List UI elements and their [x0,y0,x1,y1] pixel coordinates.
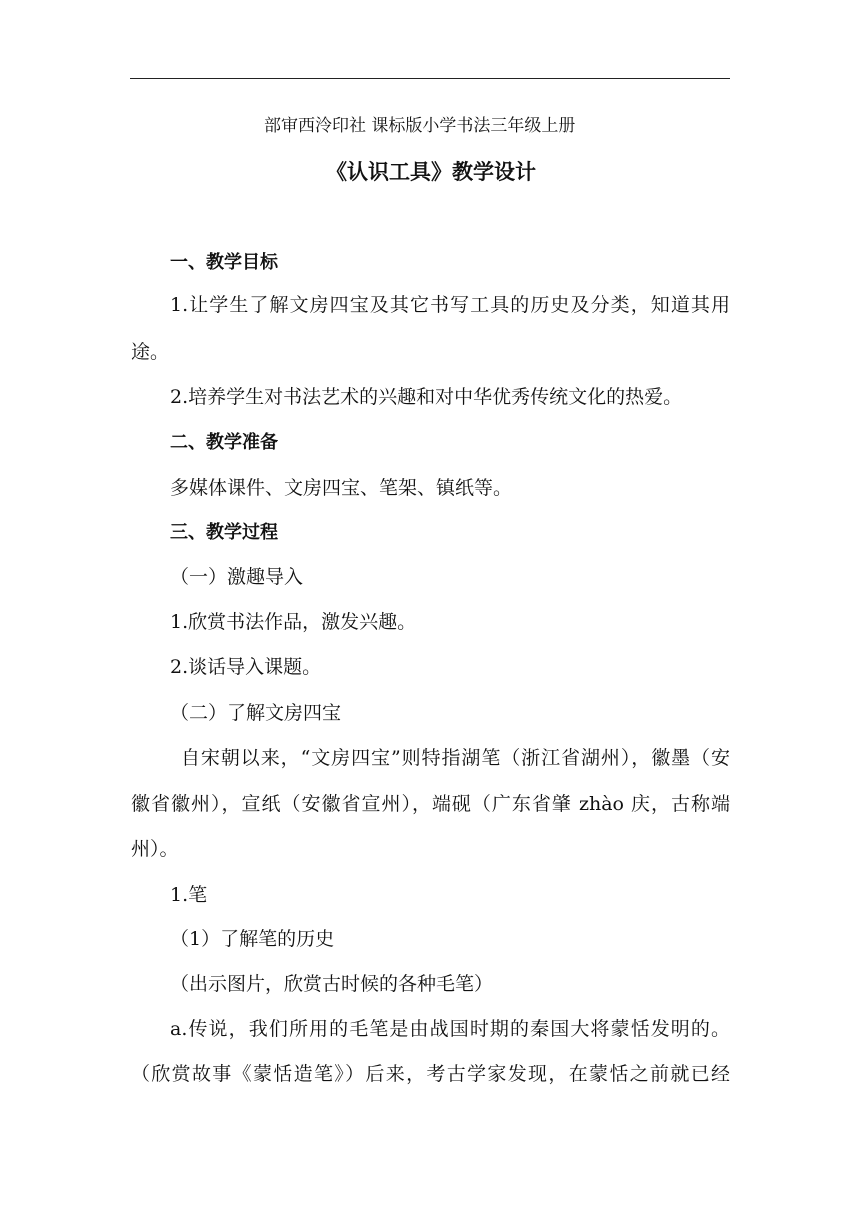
step-2: 2.谈话导入课题。 [170,656,322,678]
images-note: （出示图片，欣赏古时候的各种毛笔） [170,973,494,995]
section-heading-process: 三、教学过程 [170,522,278,543]
four-treasures-paragraph-line-1: 自宋朝以来，“文房四宝”则特指湖笔（浙江省湖州），徽墨（安 [181,747,730,769]
document-subtitle: 部审西泠印社 课标版小学书法三年级上册 [264,116,576,136]
goal-1-line-1: 1.让学生了解文房四宝及其它书写工具的历史及分类，知道其用 [170,294,730,316]
step-1: 1.欣赏书法作品，激发兴趣。 [170,611,417,633]
item-pen: 1.笔 [170,884,208,906]
legend-line-1: a.传说，我们所用的毛笔是由战国时期的秦国大将蒙恬发明的。 [170,1018,730,1040]
four-treasures-paragraph-line-3: 州）。 [131,838,179,860]
goal-1-line-2: 途。 [131,341,170,363]
pen-history-heading: （1）了解笔的历史 [170,928,335,950]
section-heading-preparation: 二、教学准备 [170,432,278,453]
part-1-heading: （一）激趣导入 [170,566,304,588]
goal-2: 2.培养学生对书法艺术的兴趣和对中华优秀传统文化的热爱。 [170,386,683,408]
preparation-text: 多媒体课件、文房四宝、笔架、镇纸等。 [170,477,513,499]
legend-line-2: （欣赏故事《蒙恬造笔》）后来，考古学家发现，在蒙恬之前就已经 [131,1063,730,1085]
part-2-heading: （二）了解文房四宝 [170,702,342,724]
document-title: 《认识工具》教学设计 [326,160,536,184]
header-rule [130,78,730,79]
section-heading-goals: 一、教学目标 [170,252,278,273]
four-treasures-paragraph-line-2: 徽省徽州），宣纸（安徽省宣州），端砚（广东省肇 zhào 庆，古称端 [131,793,730,815]
